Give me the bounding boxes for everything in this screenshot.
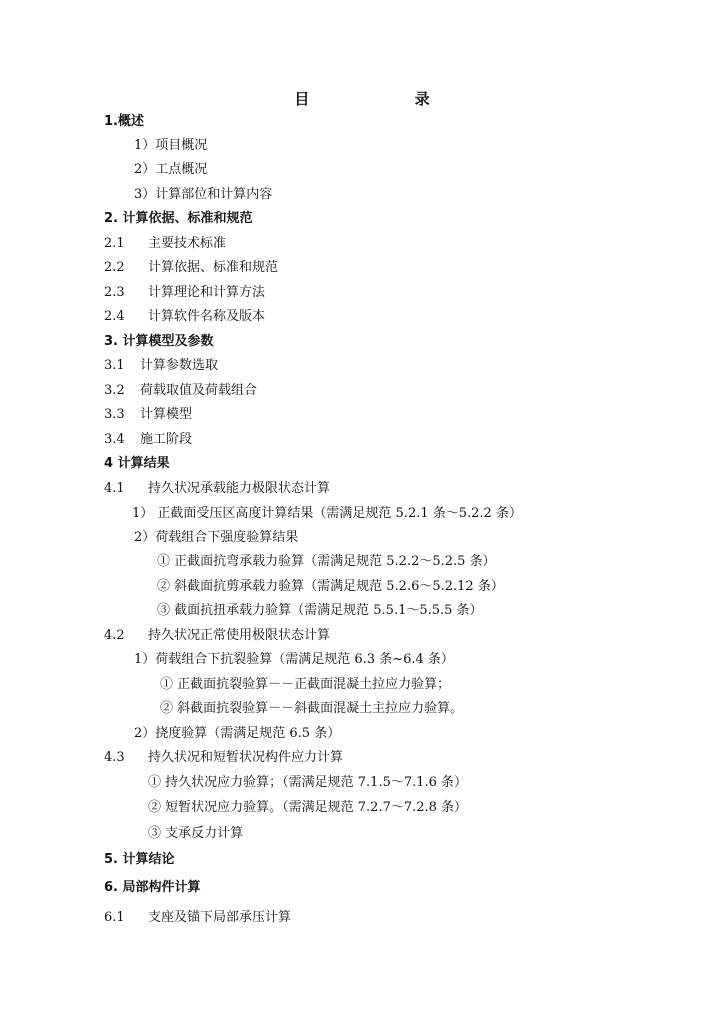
toc-entry-4-1-2-b: ② 斜截面抗剪承载力验算（需满足规范 5.2.6～5.2.12 条） <box>157 579 504 594</box>
toc-entry-4-2 <box>104 628 330 644</box>
section-number: 2.2 <box>104 260 125 275</box>
section-number: 6.1 <box>104 910 125 925</box>
toc-entry-4-1-1: 1） 正截面受压区高度计算结果（需满足规范 5.2.1 条～5.2.2 条） <box>132 506 522 521</box>
section-title: 持久状况和短暂状况构件应力计算 <box>148 750 344 765</box>
section-title: 施工阶段 <box>140 432 193 447</box>
toc-entry-2-2 <box>104 260 278 276</box>
toc-entry-5: 5. 计算结论 <box>104 852 175 867</box>
toc-entry-4-2-1: 1）荷载组合下抗裂验算（需满足规范 6.3 条~6.4 条） <box>134 652 454 667</box>
toc-entry-4-3 <box>104 750 343 766</box>
section-title: 荷载取值及荷载组合 <box>140 383 258 398</box>
section-number: 4.2 <box>104 628 125 643</box>
toc-entry-3: 3. 计算模型及参数 <box>104 334 214 349</box>
section-title: 计算依据、标准和规范 <box>148 260 279 275</box>
toc-entry-2-1 <box>104 236 226 252</box>
section-number: 2.1 <box>104 236 125 251</box>
toc-entry-1-3: 3）计算部位和计算内容 <box>134 187 273 202</box>
section-number: 3.2 <box>104 383 125 398</box>
toc-entry-6-1 <box>104 910 291 926</box>
toc-entry-2: 2. 计算依据、标准和规范 <box>104 211 253 226</box>
toc-entry-4-3-c: ③ 支承反力计算 <box>148 826 244 841</box>
toc-entry-4-2-2: 2）挠度验算（需满足规范 6.5 条） <box>134 726 341 741</box>
toc-entry-4-2-1-b: ② 斜截面抗裂验算－－斜截面混凝土主拉应力验算。 <box>160 701 464 716</box>
section-title: 主要技术标准 <box>148 236 227 251</box>
section-title: 持久状况承载能力极限状态计算 <box>148 481 331 496</box>
toc-entry-2-4 <box>104 309 265 325</box>
section-number: 3.3 <box>104 407 125 422</box>
toc-entry-3-1 <box>104 358 218 374</box>
section-number: 4.1 <box>104 481 125 496</box>
toc-entry-2-3 <box>104 285 265 301</box>
toc-entry-4-1-2-c: ③ 截面抗扭承载力验算（需满足规范 5.5.1～5.5.5 条） <box>157 603 483 618</box>
toc-entry-3-4 <box>104 432 192 448</box>
section-number: 2.4 <box>104 309 125 324</box>
toc-entry-1-2: 2）工点概况 <box>134 162 208 177</box>
toc-entry-4-1-2: 2）荷载组合下强度验算结果 <box>134 530 299 545</box>
section-number: 3.1 <box>104 358 125 373</box>
toc-entry-3-3 <box>104 407 192 423</box>
toc-title: 目 录 <box>294 90 480 108</box>
toc-entry-6: 6. 局部构件计算 <box>104 880 201 895</box>
toc-entry-4-1 <box>104 481 330 497</box>
toc-entry-4: 4 计算结果 <box>104 456 170 471</box>
toc-entry-4-3-a: ① 持久状况应力验算；（需满足规范 7.1.5～7.1.6 条） <box>148 775 468 790</box>
toc-entry-1: 1.概述 <box>104 114 144 129</box>
section-number: 2.3 <box>104 285 125 300</box>
section-title: 持久状况正常使用极限状态计算 <box>148 628 331 643</box>
section-title: 计算参数选取 <box>140 358 219 373</box>
toc-entry-3-2 <box>104 383 257 399</box>
section-title: 支座及锚下局部承压计算 <box>148 910 292 925</box>
section-title: 计算模型 <box>140 407 193 422</box>
section-number: 3.4 <box>104 432 125 447</box>
section-number: 4.3 <box>104 750 125 765</box>
toc-entry-4-1-2-a: ① 正截面抗弯承载力验算（需满足规范 5.2.2～5.2.5 条） <box>157 554 496 569</box>
section-title: 计算理论和计算方法 <box>148 285 266 300</box>
toc-entry-1-1: 1）项目概况 <box>134 138 208 153</box>
toc-entry-4-2-1-a: ① 正截面抗裂验算－－正截面混凝土拉应力验算； <box>160 677 451 692</box>
section-title: 计算软件名称及版本 <box>148 309 266 324</box>
toc-entry-4-3-b: ② 短暂状况应力验算。（需满足规范 7.2.7～7.2.8 条） <box>148 800 468 815</box>
